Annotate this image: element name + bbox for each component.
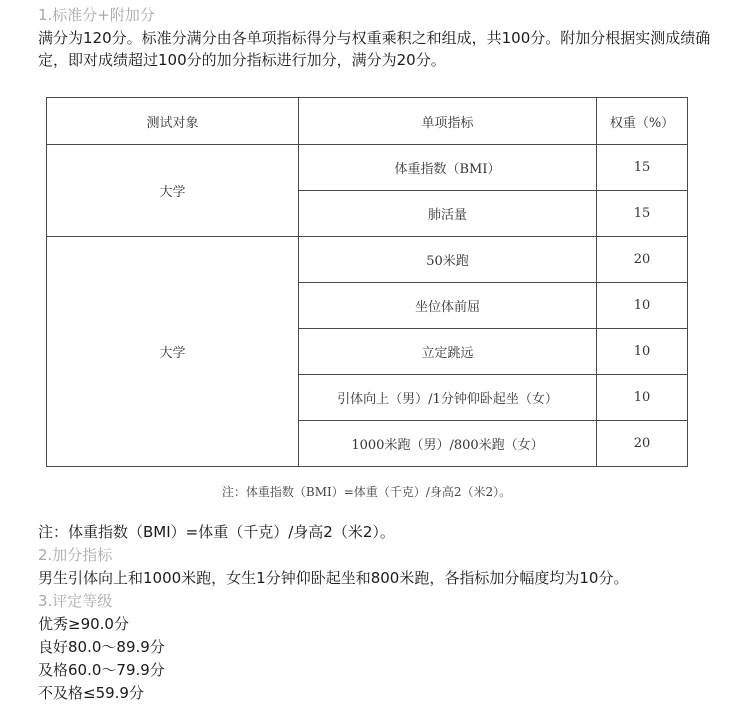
grade-good: 良好80.0～89.9分 bbox=[38, 638, 165, 656]
header-subject: 测试对象 bbox=[47, 98, 299, 145]
section2-paragraph: 男生引体向上和1000米跑，女生1分钟仰卧起坐和800米跑，各指标加分幅度均为10分。 bbox=[38, 569, 629, 587]
item-cell: 引体向上（男）/1分钟仰卧起坐（女） bbox=[299, 375, 597, 421]
item-cell: 50米跑 bbox=[299, 237, 597, 283]
table-header-row bbox=[47, 98, 688, 145]
table-row bbox=[47, 237, 688, 283]
section2-heading: 2.加分指标 bbox=[38, 546, 113, 564]
weight-table-container bbox=[46, 97, 688, 467]
bmi-note: 注：体重指数（BMI）=体重（千克）/身高2（米2）。 bbox=[38, 523, 395, 541]
header-item: 单项指标 bbox=[299, 98, 597, 145]
item-cell: 1000米跑（男）/800米跑（女） bbox=[299, 421, 597, 467]
grade-pass: 及格60.0～79.9分 bbox=[38, 661, 165, 679]
section1-heading: 1.标准分+附加分 bbox=[38, 6, 155, 24]
item-cell: 立定跳远 bbox=[299, 329, 597, 375]
item-cell: 肺活量 bbox=[299, 191, 597, 237]
weight-cell: 15 bbox=[597, 191, 688, 237]
weight-table bbox=[46, 97, 688, 467]
table-note: 注：体重指数（BMI）=体重（千克）/身高2（米2）。 bbox=[221, 485, 512, 499]
weight-cell: 20 bbox=[597, 421, 688, 467]
grade-excellent: 优秀≥90.0分 bbox=[38, 615, 129, 633]
weight-cell: 10 bbox=[597, 283, 688, 329]
section1-paragraph: 满分为120分。标准分满分由各单项指标得分与权重乘积之和组成，共100分。附加分根据实测成绩确定，即对成绩超过100分的加分指标进行加分，满分为20分。 bbox=[38, 29, 711, 69]
weight-cell: 20 bbox=[597, 237, 688, 283]
table-row bbox=[47, 145, 688, 191]
weight-cell: 10 bbox=[597, 375, 688, 421]
item-cell: 体重指数（BMI） bbox=[299, 145, 597, 191]
item-cell: 坐位体前屈 bbox=[299, 283, 597, 329]
grade-fail: 不及格≤59.9分 bbox=[38, 684, 144, 702]
subject-cell: 大学 bbox=[47, 237, 299, 467]
weight-cell: 10 bbox=[597, 329, 688, 375]
section3-heading: 3.评定等级 bbox=[38, 592, 113, 610]
header-weight: 权重（%） bbox=[597, 98, 688, 145]
subject-cell: 大学 bbox=[47, 145, 299, 237]
weight-cell: 15 bbox=[597, 145, 688, 191]
